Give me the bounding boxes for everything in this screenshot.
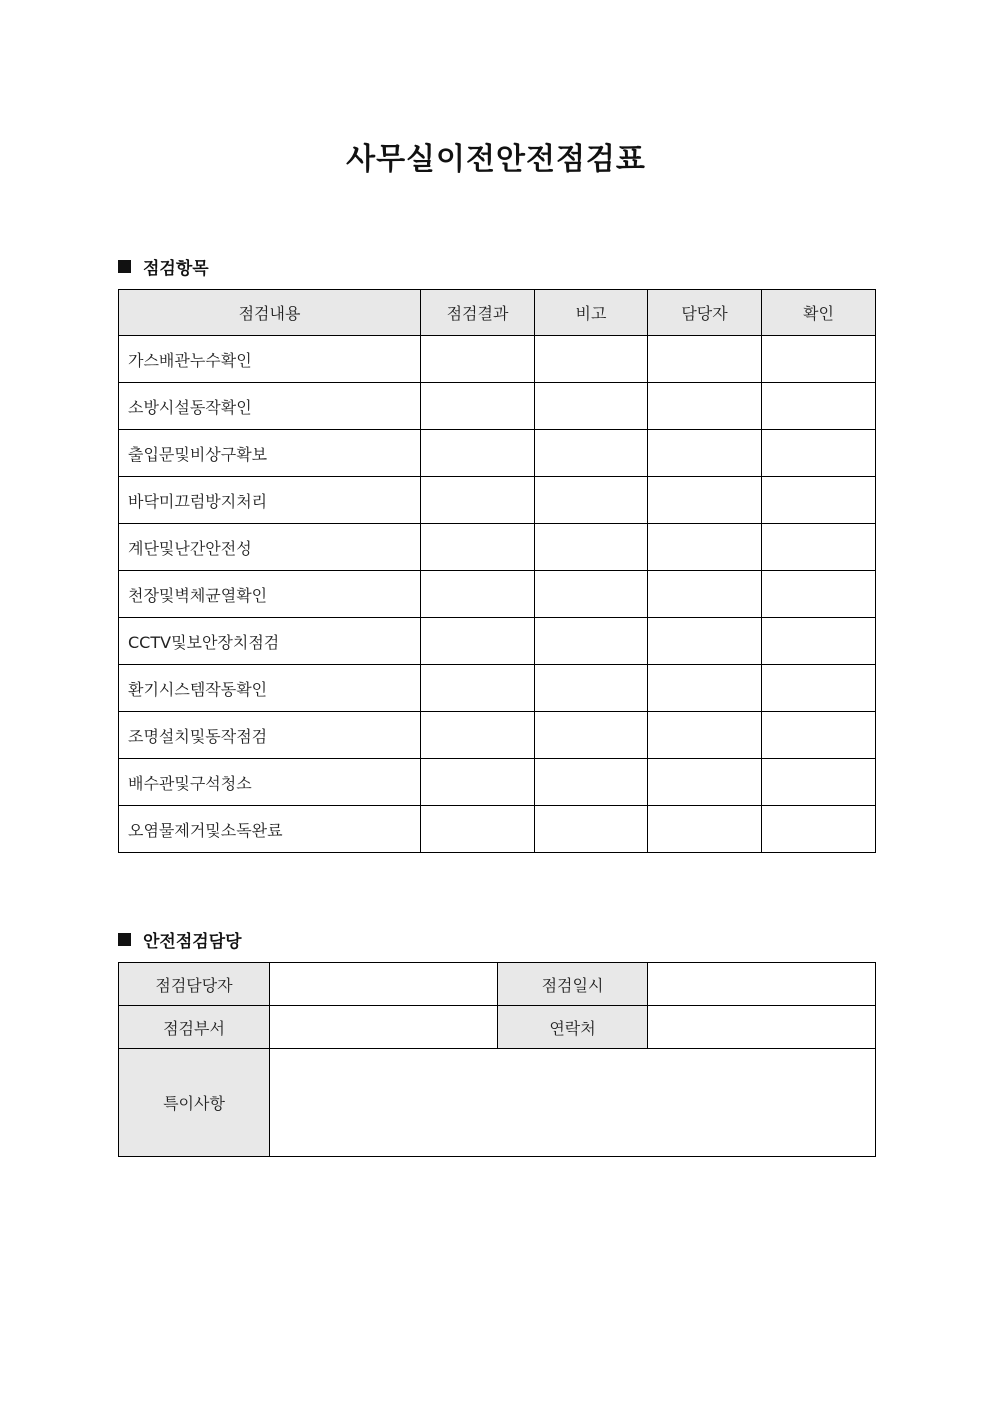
table-header-row (119, 290, 876, 336)
owner-cell[interactable] (648, 712, 762, 759)
department-field[interactable] (270, 1006, 498, 1049)
square-bullet-icon (118, 933, 131, 946)
result-cell[interactable] (421, 759, 535, 806)
result-cell[interactable] (421, 712, 535, 759)
note-cell[interactable] (535, 618, 648, 665)
contact-field[interactable] (648, 1006, 876, 1049)
check-item: 환기시스템작동확인 (119, 665, 421, 712)
note-cell[interactable] (535, 430, 648, 477)
check-item: 소방시설동작확인 (119, 383, 421, 430)
owner-cell[interactable] (648, 665, 762, 712)
inspector-field[interactable] (270, 963, 498, 1006)
owner-cell[interactable] (648, 806, 762, 853)
manager-info-table (118, 962, 876, 1157)
department-label: 점검부서 (119, 1006, 270, 1049)
owner-cell[interactable] (648, 430, 762, 477)
table-row (119, 806, 876, 853)
confirm-cell[interactable] (762, 524, 876, 571)
date-field[interactable] (648, 963, 876, 1006)
confirm-cell[interactable] (762, 477, 876, 524)
check-item: 배수관및구석청소 (119, 759, 421, 806)
note-cell[interactable] (535, 759, 648, 806)
note-cell[interactable] (535, 524, 648, 571)
result-cell[interactable] (421, 571, 535, 618)
table-row (119, 759, 876, 806)
table-row (119, 1049, 876, 1157)
result-cell[interactable] (421, 665, 535, 712)
table-row (119, 336, 876, 383)
column-header-content: 점검내용 (119, 290, 421, 336)
note-cell[interactable] (535, 712, 648, 759)
result-cell[interactable] (421, 336, 535, 383)
table-row (119, 524, 876, 571)
check-item: 바닥미끄럼방지처리 (119, 477, 421, 524)
confirm-cell[interactable] (762, 383, 876, 430)
table-row (119, 665, 876, 712)
result-cell[interactable] (421, 383, 535, 430)
section-heading-label: 점검항목 (143, 259, 209, 279)
check-item: 계단및난간안전성 (119, 524, 421, 571)
date-label: 점검일시 (498, 963, 648, 1006)
check-item: CCTV및보안장치점검 (119, 618, 421, 665)
owner-cell[interactable] (648, 336, 762, 383)
remarks-label: 특이사항 (119, 1049, 270, 1157)
column-header-note: 비고 (535, 290, 648, 336)
note-cell[interactable] (535, 336, 648, 383)
confirm-cell[interactable] (762, 806, 876, 853)
square-bullet-icon (118, 260, 131, 273)
confirm-cell[interactable] (762, 665, 876, 712)
remarks-field[interactable] (270, 1049, 876, 1157)
owner-cell[interactable] (648, 759, 762, 806)
result-cell[interactable] (421, 524, 535, 571)
column-header-confirm: 확인 (762, 290, 876, 336)
check-item: 가스배관누수확인 (119, 336, 421, 383)
table-row (119, 712, 876, 759)
confirm-cell[interactable] (762, 336, 876, 383)
confirm-cell[interactable] (762, 571, 876, 618)
check-item: 조명설치및동작점검 (119, 712, 421, 759)
inspector-label: 점검담당자 (119, 963, 270, 1006)
result-cell[interactable] (421, 430, 535, 477)
contact-label: 연락처 (498, 1006, 648, 1049)
checklist-table (118, 289, 876, 853)
check-item: 출입문및비상구확보 (119, 430, 421, 477)
owner-cell[interactable] (648, 571, 762, 618)
column-header-result: 점검결과 (421, 290, 535, 336)
note-cell[interactable] (535, 806, 648, 853)
result-cell[interactable] (421, 618, 535, 665)
section-heading-checklist (118, 254, 209, 279)
confirm-cell[interactable] (762, 618, 876, 665)
table-row (119, 963, 876, 1006)
note-cell[interactable] (535, 383, 648, 430)
check-item: 천장및벽체균열확인 (119, 571, 421, 618)
section-heading-label: 안전점검담당 (143, 932, 242, 952)
result-cell[interactable] (421, 477, 535, 524)
confirm-cell[interactable] (762, 430, 876, 477)
owner-cell[interactable] (648, 477, 762, 524)
table-row (119, 571, 876, 618)
result-cell[interactable] (421, 806, 535, 853)
owner-cell[interactable] (648, 524, 762, 571)
table-row (119, 383, 876, 430)
section-heading-manager (118, 927, 242, 952)
table-row (119, 1006, 876, 1049)
note-cell[interactable] (535, 665, 648, 712)
page-title: 사무실이전안전점검표 (346, 142, 646, 177)
confirm-cell[interactable] (762, 712, 876, 759)
confirm-cell[interactable] (762, 759, 876, 806)
check-item: 오염물제거및소독완료 (119, 806, 421, 853)
table-row (119, 477, 876, 524)
table-row (119, 430, 876, 477)
note-cell[interactable] (535, 477, 648, 524)
column-header-owner: 담당자 (648, 290, 762, 336)
owner-cell[interactable] (648, 618, 762, 665)
note-cell[interactable] (535, 571, 648, 618)
owner-cell[interactable] (648, 383, 762, 430)
table-row (119, 618, 876, 665)
